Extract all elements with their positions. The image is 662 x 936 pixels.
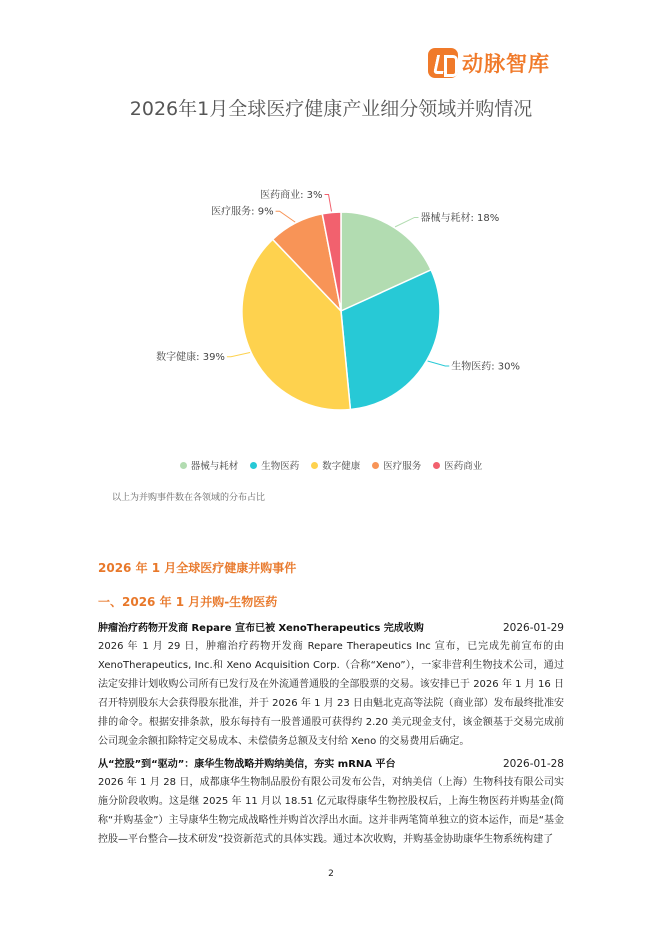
legend-dot-icon bbox=[250, 462, 257, 469]
legend-item-1[interactable] bbox=[180, 458, 239, 472]
pie-leader-line-2 bbox=[428, 361, 450, 366]
chart-note: 以上为并购事件数在各领域的分布占比 bbox=[112, 493, 266, 503]
legend-dot-icon bbox=[311, 462, 318, 469]
pie-data-label-4: 医疗服务: 9% bbox=[211, 206, 274, 218]
legend-dot-icon bbox=[372, 462, 379, 469]
page-title: 2026年1月全球医疗健康产业细分领域并购情况 bbox=[129, 98, 533, 120]
page-number: 2 bbox=[328, 869, 334, 879]
article-title[interactable]: 从“控股”到“驱动”：康华生物战略并购纳美信，夯实 mRNA 平台 bbox=[98, 759, 396, 770]
article-date: 2026-01-28 bbox=[502, 758, 564, 770]
pie-leader-line-4 bbox=[276, 211, 296, 222]
pie-leader-line-5 bbox=[325, 194, 332, 211]
article-date: 2026-01-29 bbox=[502, 622, 564, 634]
chart-legend bbox=[0, 458, 662, 472]
legend-label: 医药商业 bbox=[444, 461, 483, 472]
brand-name: 动脉智库 bbox=[462, 52, 550, 76]
article-header bbox=[98, 619, 564, 634]
subsection-title: 一、2026 年 1 月并购-生物医药 bbox=[98, 595, 278, 609]
pie-data-label-5: 医药商业: 3% bbox=[260, 189, 323, 201]
pie-data-label-3: 数字健康: 39% bbox=[156, 352, 225, 364]
legend-item-3[interactable] bbox=[311, 458, 360, 472]
article-body: 2026 年 1 月 28 日，成都康华生物制品股份有限公司发布公告，对纳美信（上海）生物科技有限公司实施分阶段收购。这是继 2025 年 11 月以 18.51 亿元取得康华生物控股权后，上海生物医药并购基金(简称“并购基金”）主导康华生物完成战略性并购首次浮出水面。这并非两笔简单独立的资本运作，而是“基金控股—平台整合—技术研发”投资新范式的具体实践。通过本次收购，并购基金协助康华生物系统构建了 bbox=[98, 777, 564, 845]
article-repare bbox=[98, 619, 564, 751]
legend-dot-icon bbox=[433, 462, 440, 469]
article-title[interactable]: 肿瘤治疗药物开发商 Repare 宣布已被 XenoTherapeutics 完成收购 bbox=[98, 623, 424, 634]
legend-label: 器械与耗材 bbox=[190, 461, 239, 472]
legend-item-4[interactable] bbox=[372, 458, 421, 472]
legend-label: 医疗服务 bbox=[383, 461, 422, 472]
pie-leader-line-1 bbox=[395, 217, 418, 226]
legend-dot-icon bbox=[180, 462, 187, 469]
section-title: 2026 年 1 月全球医疗健康并购事件 bbox=[98, 561, 297, 575]
article-body: 2026 年 1 月 29 日，肿瘤治疗药物开发商 Repare Therapeutics Inc 宣布，已完成先前宣布的由 XenoTherapeutics, Inc.和 Xeno Acquisition Corp.（合称“Xeno”），一家非营利生物技术公司，通过法定安排计划收购公司所有已发行及在外流通普通股的全部股票的交易。该安排已于 2026 年 1 月 16 日召开特别股东大会获得股东批准，并于 2026 年 1 月 23 日由魁北克高等法院（商业部）发布最终批准安排的命令。根据安排条款，股东每持有一股普通股可获得约 2.20 美元现金支付，该金额基于交易完成前公司现金余额扣除特定交易成本、未偿债务总额及支付给 Xeno 的交易费用后确定。 bbox=[98, 641, 564, 747]
legend-label: 数字健康 bbox=[322, 461, 361, 472]
pie-leader-line-3 bbox=[227, 353, 250, 357]
pie-data-label-2: 生物医药: 30% bbox=[451, 361, 521, 373]
pie-data-label-1: 器械与耗材: 18% bbox=[420, 212, 500, 224]
article-kanghua bbox=[98, 755, 564, 849]
legend-label: 生物医药 bbox=[261, 461, 300, 472]
article-header bbox=[98, 755, 564, 770]
legend-item-2[interactable] bbox=[250, 458, 299, 472]
legend-item-5[interactable] bbox=[433, 458, 482, 472]
